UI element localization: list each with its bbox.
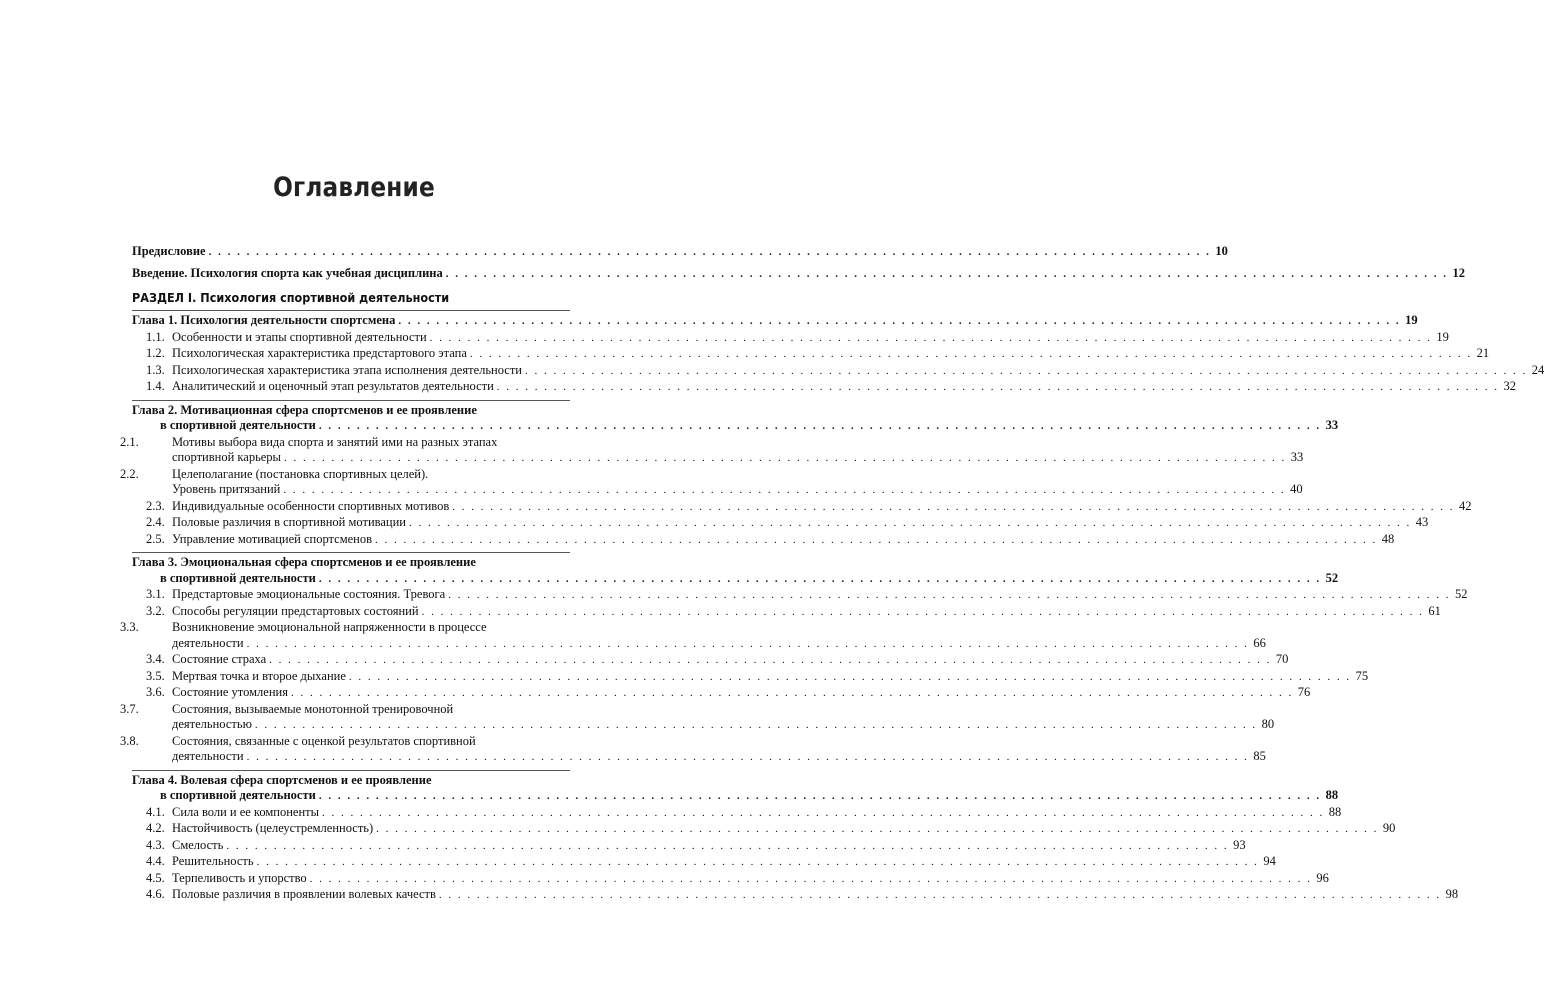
table-of-contents — [120, 244, 1544, 904]
leader-dots — [247, 637, 1249, 653]
chapter-title-line2: в спортивной деятельности — [160, 570, 316, 585]
toc-subentry[interactable] — [132, 498, 1472, 516]
section-heading: РАЗДЕЛ I. Психология спортивной деятельности — [132, 290, 450, 305]
subentry-label — [146, 604, 419, 620]
toc-subentry-continuation[interactable] — [132, 717, 1275, 734]
leader-dots — [525, 364, 1527, 380]
chapter-block — [132, 770, 1459, 904]
toc-page-number: 21 — [1476, 346, 1490, 360]
subentry-text: Возникновение эмоциональной напряженности в процессе — [172, 620, 487, 634]
leader-dots — [446, 267, 1448, 283]
chapter-block — [120, 400, 1472, 549]
toc-page-number: 32 — [1503, 379, 1517, 393]
toc-page-number: 98 — [1445, 887, 1459, 901]
leader-dots — [269, 653, 1271, 669]
subentry-text: Аналитический и оценочный этап результатов деятельности — [172, 379, 494, 393]
subentry-number: 3.6. — [146, 685, 165, 699]
toc-page-number: 12 — [1452, 265, 1465, 280]
subentry-label — [146, 499, 449, 515]
leader-dots — [398, 314, 1400, 330]
toc-page-number: 96 — [1316, 870, 1329, 885]
toc-subentry[interactable] — [132, 531, 1395, 549]
toc-page-number: 42 — [1458, 498, 1472, 513]
toc-subentry[interactable] — [132, 652, 1289, 669]
subentry-number: 2.3. — [146, 498, 165, 513]
chapter-list — [120, 310, 1544, 904]
subentry-text: Состояние страха — [172, 652, 267, 666]
subentry-text: Психологическая характеристика предстартового этапа — [172, 346, 467, 360]
toc-page-number: 48 — [1381, 531, 1395, 546]
leader-dots — [284, 451, 1286, 467]
leader-dots — [430, 331, 1432, 347]
subentry-number: 4.3. — [146, 837, 165, 852]
subentry-text: Целеполагание (постановка спортивных целей). — [172, 466, 429, 481]
toc-entry-preface[interactable] — [132, 244, 1228, 261]
toc-page-number: 43 — [1415, 515, 1429, 529]
toc-subentry[interactable] — [132, 362, 1544, 380]
subentry-text: Особенности и этапы спортивной деятельности — [172, 329, 427, 344]
subentry-number: 3.7. — [120, 701, 139, 716]
subentry-label — [146, 805, 319, 821]
subentry-label — [146, 652, 266, 668]
subentry-text-continued: спортивной карьеры — [172, 450, 281, 464]
subentry-text: Индивидуальные особенности спортивных мотивов — [172, 498, 450, 513]
toc-page-number: 52 — [1325, 570, 1339, 585]
toc-page-number: 19 — [1405, 313, 1418, 327]
subentry-text: Мертвая точка и второе дыхание — [172, 668, 346, 683]
toc-page-number: 88 — [1328, 804, 1342, 819]
toc-page-number: 19 — [1436, 329, 1449, 344]
toc-subentry[interactable] — [132, 854, 1276, 871]
subentry-text: Управление мотивацией спортсменов — [172, 531, 373, 546]
toc-page-number: 70 — [1275, 652, 1289, 666]
toc-subentry[interactable] — [132, 821, 1396, 838]
subentry-label — [146, 887, 436, 903]
leader-dots — [283, 483, 1285, 499]
subentry-text: Способы регуляции предстартовых состояний — [172, 603, 419, 618]
chapter-title-row[interactable] — [132, 570, 1339, 588]
subentry-number: 2.4. — [146, 515, 165, 529]
subentry-text: Терпеливость и упорство — [172, 870, 307, 885]
subentry-text: Половые различия в спортивной мотивации — [172, 515, 406, 529]
subentry-label — [146, 838, 223, 854]
leader-dots — [257, 855, 1259, 871]
toc-page-number: 33 — [1290, 450, 1304, 464]
subentry-label — [146, 515, 406, 531]
toc-subentry[interactable] — [132, 603, 1441, 621]
subentry-number: 4.4. — [146, 854, 165, 868]
subentry-number: 3.1. — [146, 587, 165, 601]
subentry-text: Состояния, вызываемые монотонной тренировочной — [172, 701, 454, 716]
subentry-label — [146, 330, 427, 346]
subentry-text: Смелость — [172, 837, 224, 852]
toc-subentry[interactable] — [120, 620, 570, 636]
toc-subentry[interactable] — [132, 346, 1490, 363]
toc-page-number: 61 — [1428, 603, 1441, 618]
chapter-title-line1[interactable]: Глава 4. Волевая сфера спортсменов и ее проявление — [132, 772, 432, 787]
toc-page-number: 93 — [1233, 837, 1246, 852]
toc-page-number: 88 — [1325, 788, 1339, 802]
subentry-number: 4.5. — [146, 870, 165, 885]
page-title: Оглавление — [273, 172, 435, 203]
toc-subentry[interactable] — [120, 733, 570, 750]
toc-page-number: 90 — [1382, 821, 1396, 835]
leader-dots — [448, 588, 1450, 604]
subentry-text-continued: деятельностью — [172, 717, 252, 731]
toc-page-number: 52 — [1454, 587, 1468, 601]
subentry-number: 1.3. — [146, 362, 165, 377]
subentry-number: 3.8. — [120, 733, 139, 748]
toc-page-number: 66 — [1253, 635, 1266, 650]
toc-subentry[interactable] — [132, 837, 1246, 855]
toc-subentry-continuation[interactable] — [132, 635, 1266, 653]
subentry-number: 3.5. — [146, 668, 165, 683]
chapter-block — [120, 552, 1468, 766]
subentry-number: 3.3. — [120, 620, 139, 634]
toc-subentry[interactable] — [120, 701, 570, 718]
subentry-number: 3.2. — [146, 603, 165, 618]
subentry-text: Мотивы выбора вида спорта и занятий ими на разных этапах — [172, 434, 498, 449]
subentry-text: Настойчивость (целеустремленность) — [172, 821, 374, 835]
leader-dots — [409, 516, 1411, 532]
subentry-label — [146, 346, 467, 362]
chapter-title-row[interactable] — [132, 313, 1418, 330]
subentry-number: 4.6. — [146, 887, 165, 901]
toc-page-number: 85 — [1253, 749, 1266, 763]
leader-dots — [422, 605, 1424, 621]
leader-dots — [375, 533, 1377, 549]
subentry-text-continued: Уровень притязаний — [172, 482, 281, 496]
leader-dots — [322, 806, 1324, 822]
leader-dots — [376, 822, 1378, 838]
subentry-number: 2.5. — [146, 531, 165, 546]
toc-entry-label: Предисловие — [132, 244, 206, 258]
subentry-text: Половые различия в проявлении волевых качеств — [172, 887, 436, 901]
leader-dots — [470, 347, 1472, 363]
toc-subentry[interactable] — [132, 329, 1449, 347]
toc-page-number: 94 — [1263, 854, 1276, 868]
toc-subentry[interactable] — [120, 466, 570, 483]
subentry-number: 4.1. — [146, 804, 165, 819]
subentry-number: 1.1. — [146, 329, 165, 344]
toc-page-number: 76 — [1297, 685, 1311, 699]
leader-dots — [439, 888, 1441, 904]
subentry-number: 3.4. — [146, 652, 165, 666]
subentry-label — [146, 854, 254, 870]
toc-subentry[interactable] — [132, 515, 1429, 532]
toc-subentry[interactable] — [132, 887, 1459, 904]
leader-dots — [247, 750, 1249, 766]
chapter-title-line2: в спортивной деятельности — [160, 418, 316, 432]
subentry-text: Состояние утомления — [172, 685, 288, 699]
subentry-number: 1.4. — [146, 379, 165, 393]
subentry-text-continued: деятельности — [172, 749, 244, 763]
toc-subentry-continuation[interactable] — [132, 482, 1303, 499]
leader-dots — [452, 500, 1454, 516]
toc-entry-introduction[interactable] — [132, 265, 1465, 283]
chapter-title-line1[interactable]: Глава 2. Мотивационная сфера спортсменов и ее проявление — [132, 402, 477, 417]
subentry-text-continued: деятельности — [172, 635, 244, 650]
toc-page-number: 75 — [1355, 668, 1369, 683]
leader-dots — [497, 380, 1499, 396]
toc-page-number: 24 — [1531, 362, 1544, 377]
subentry-label — [146, 821, 373, 837]
leader-dots — [319, 419, 1321, 435]
toc-subentry[interactable] — [132, 668, 1369, 686]
subentry-label — [146, 363, 522, 379]
leader-dots — [209, 245, 1211, 261]
chapter-block — [132, 310, 1544, 396]
toc-subentry[interactable] — [132, 870, 1329, 888]
subentry-label — [146, 685, 288, 701]
subentry-label — [146, 871, 307, 887]
toc-entry-label: Введение. Психология спорта как учебная дисциплина — [132, 265, 443, 280]
chapter-title-line1: Глава 1. Психология деятельности спортсмена — [132, 313, 396, 327]
leader-dots — [319, 572, 1321, 588]
subentry-number: 2.1. — [120, 434, 139, 449]
subentry-text: Предстартовые эмоциональные состояния. Тревога — [172, 587, 446, 601]
subentry-number: 1.2. — [146, 346, 165, 360]
subentry-text: Сила воли и ее компоненты — [172, 804, 320, 819]
leader-dots — [319, 789, 1321, 805]
toc-page-number: 40 — [1290, 482, 1303, 496]
toc-subentry[interactable] — [132, 379, 1517, 396]
leader-dots — [226, 839, 1228, 855]
subentry-number: 4.2. — [146, 821, 165, 835]
subentry-text: Состояния, связанные с оценкой результатов спортивной — [172, 733, 476, 748]
leader-dots — [310, 872, 1312, 888]
toc-subentry[interactable] — [132, 587, 1468, 604]
subentry-text: Психологическая характеристика этапа исполнения деятельности — [172, 362, 522, 377]
toc-subentry[interactable] — [132, 685, 1311, 702]
subentry-label — [146, 379, 494, 395]
toc-subentry-continuation[interactable] — [132, 450, 1304, 467]
chapter-title-line1[interactable]: Глава 3. Эмоциональная сфера спортсменов и ее проявление — [132, 555, 476, 569]
toc-subentry[interactable] — [132, 804, 1342, 822]
chapter-title-line2: в спортивной деятельности — [160, 788, 316, 802]
toc-subentry-continuation[interactable] — [132, 749, 1266, 766]
leader-dots — [349, 670, 1351, 686]
chapter-title-row[interactable] — [132, 788, 1339, 805]
toc-page-number: 33 — [1325, 418, 1339, 432]
toc-page-number: 10 — [1215, 244, 1228, 258]
subentry-number: 2.2. — [120, 466, 139, 481]
leader-dots — [291, 686, 1293, 702]
toc-subentry[interactable] — [120, 434, 570, 451]
chapter-title-row[interactable] — [132, 418, 1339, 435]
subentry-label — [146, 532, 372, 548]
subentry-label — [146, 587, 445, 603]
toc-page-number: 80 — [1261, 717, 1275, 731]
leader-dots — [255, 718, 1257, 734]
subentry-label — [146, 669, 346, 685]
subentry-text: Решительность — [172, 854, 254, 868]
